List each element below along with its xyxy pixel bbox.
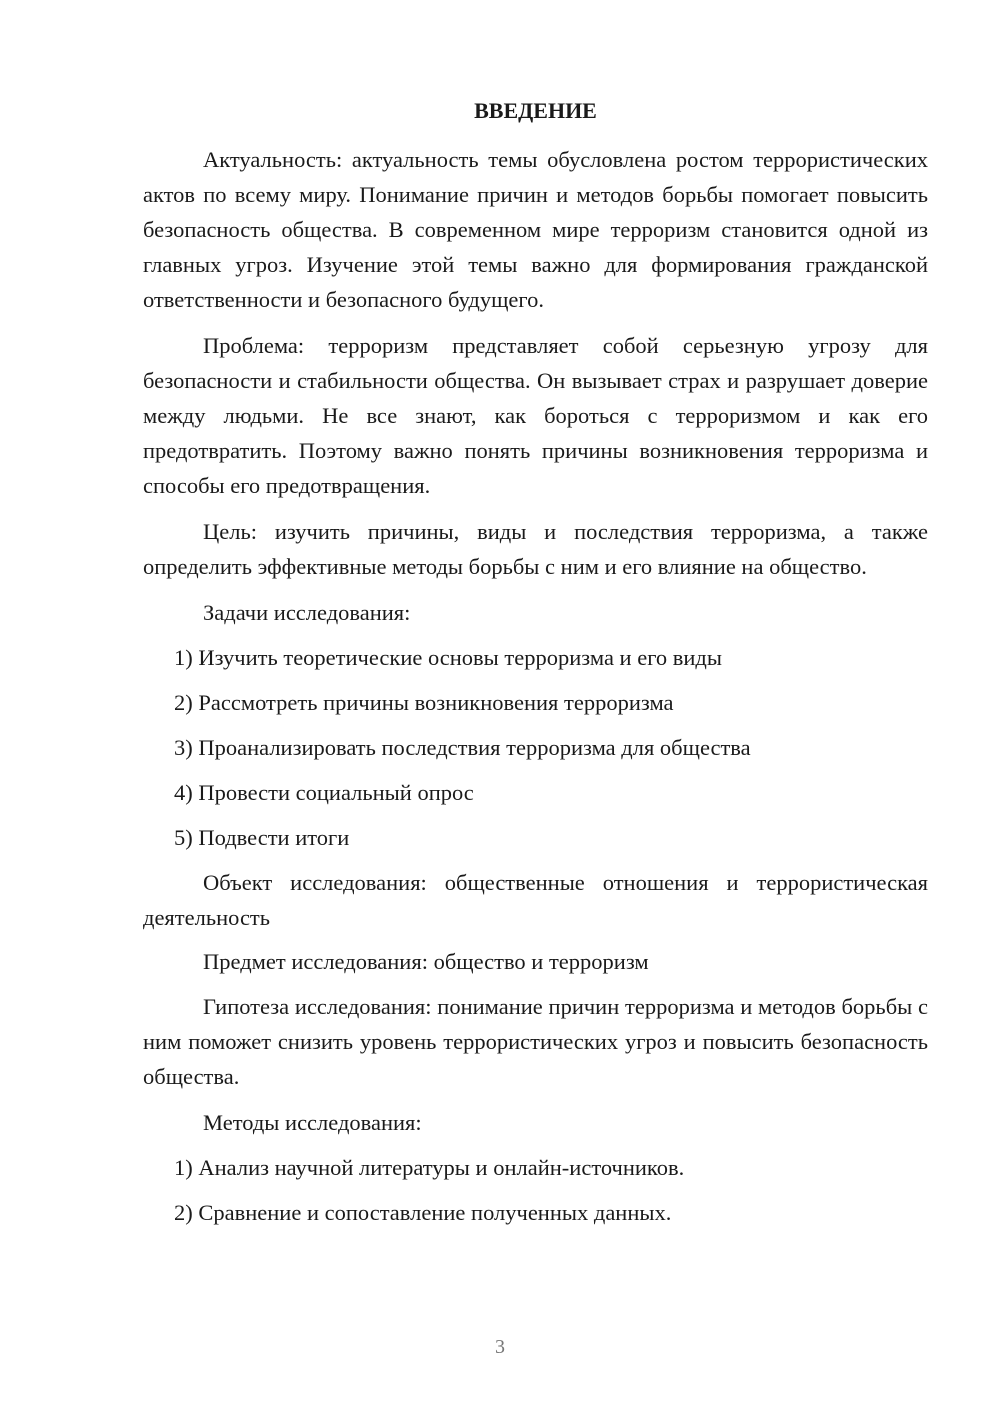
list-item: 1) Изучить теоретические основы терроризма и его виды (174, 645, 722, 670)
relevance-paragraph: Актуальность: актуальность темы обусловлена ростом террористических актов по всему миру. Понимание причин и методов борьбы помогает повысить безопасность общества. В современном мире терроризм становится одной из главных угроз. Изучение этой темы важно для формирования гражданской ответственности и безопасного будущего. (143, 147, 928, 312)
list-item: 4) Провести социальный опрос (174, 780, 474, 805)
list-item: 5) Подвести итоги (174, 825, 350, 850)
list-item: 2) Сравнение и сопоставление полученных данных. (174, 1200, 672, 1225)
object-paragraph: Объект исследования: общественные отношения и террористическая деятельность (143, 870, 928, 930)
subject-paragraph: Предмет исследования: общество и терроризм (203, 949, 649, 974)
problem-paragraph: Проблема: терроризм представляет собой серьезную угрозу для безопасности и стабильности общества. Он вызывает страх и разрушает доверие между людьми. Не все знают, как бороться с терроризмом и как его предотвратить. Поэтому важно понять причины возникновения терроризма и способы его предотвращения. (143, 333, 928, 498)
section-heading: ВВЕДЕНИЕ (474, 98, 597, 123)
tasks-list (143, 640, 928, 855)
list-item: 3) Проанализировать последствия терроризма для общества (174, 735, 751, 760)
goal-paragraph: Цель: изучить причины, виды и последствия терроризма, а также определить эффективные методы борьбы с ним и его влияние на общество. (143, 519, 928, 579)
list-item: 2) Рассмотреть причины возникновения терроризма (174, 690, 674, 715)
tasks-heading: Задачи исследования: (203, 600, 411, 625)
list-item: 1) Анализ научной литературы и онлайн-источников. (174, 1155, 685, 1180)
document-page (143, 96, 928, 1240)
page-number: 3 (495, 1336, 505, 1358)
hypothesis-paragraph: Гипотеза исследования: понимание причин терроризма и методов борьбы с ним поможет снизить уровень террористических угроз и повысить безопасность общества. (143, 994, 928, 1089)
methods-heading: Методы исследования: (203, 1110, 422, 1135)
methods-list (143, 1150, 928, 1230)
